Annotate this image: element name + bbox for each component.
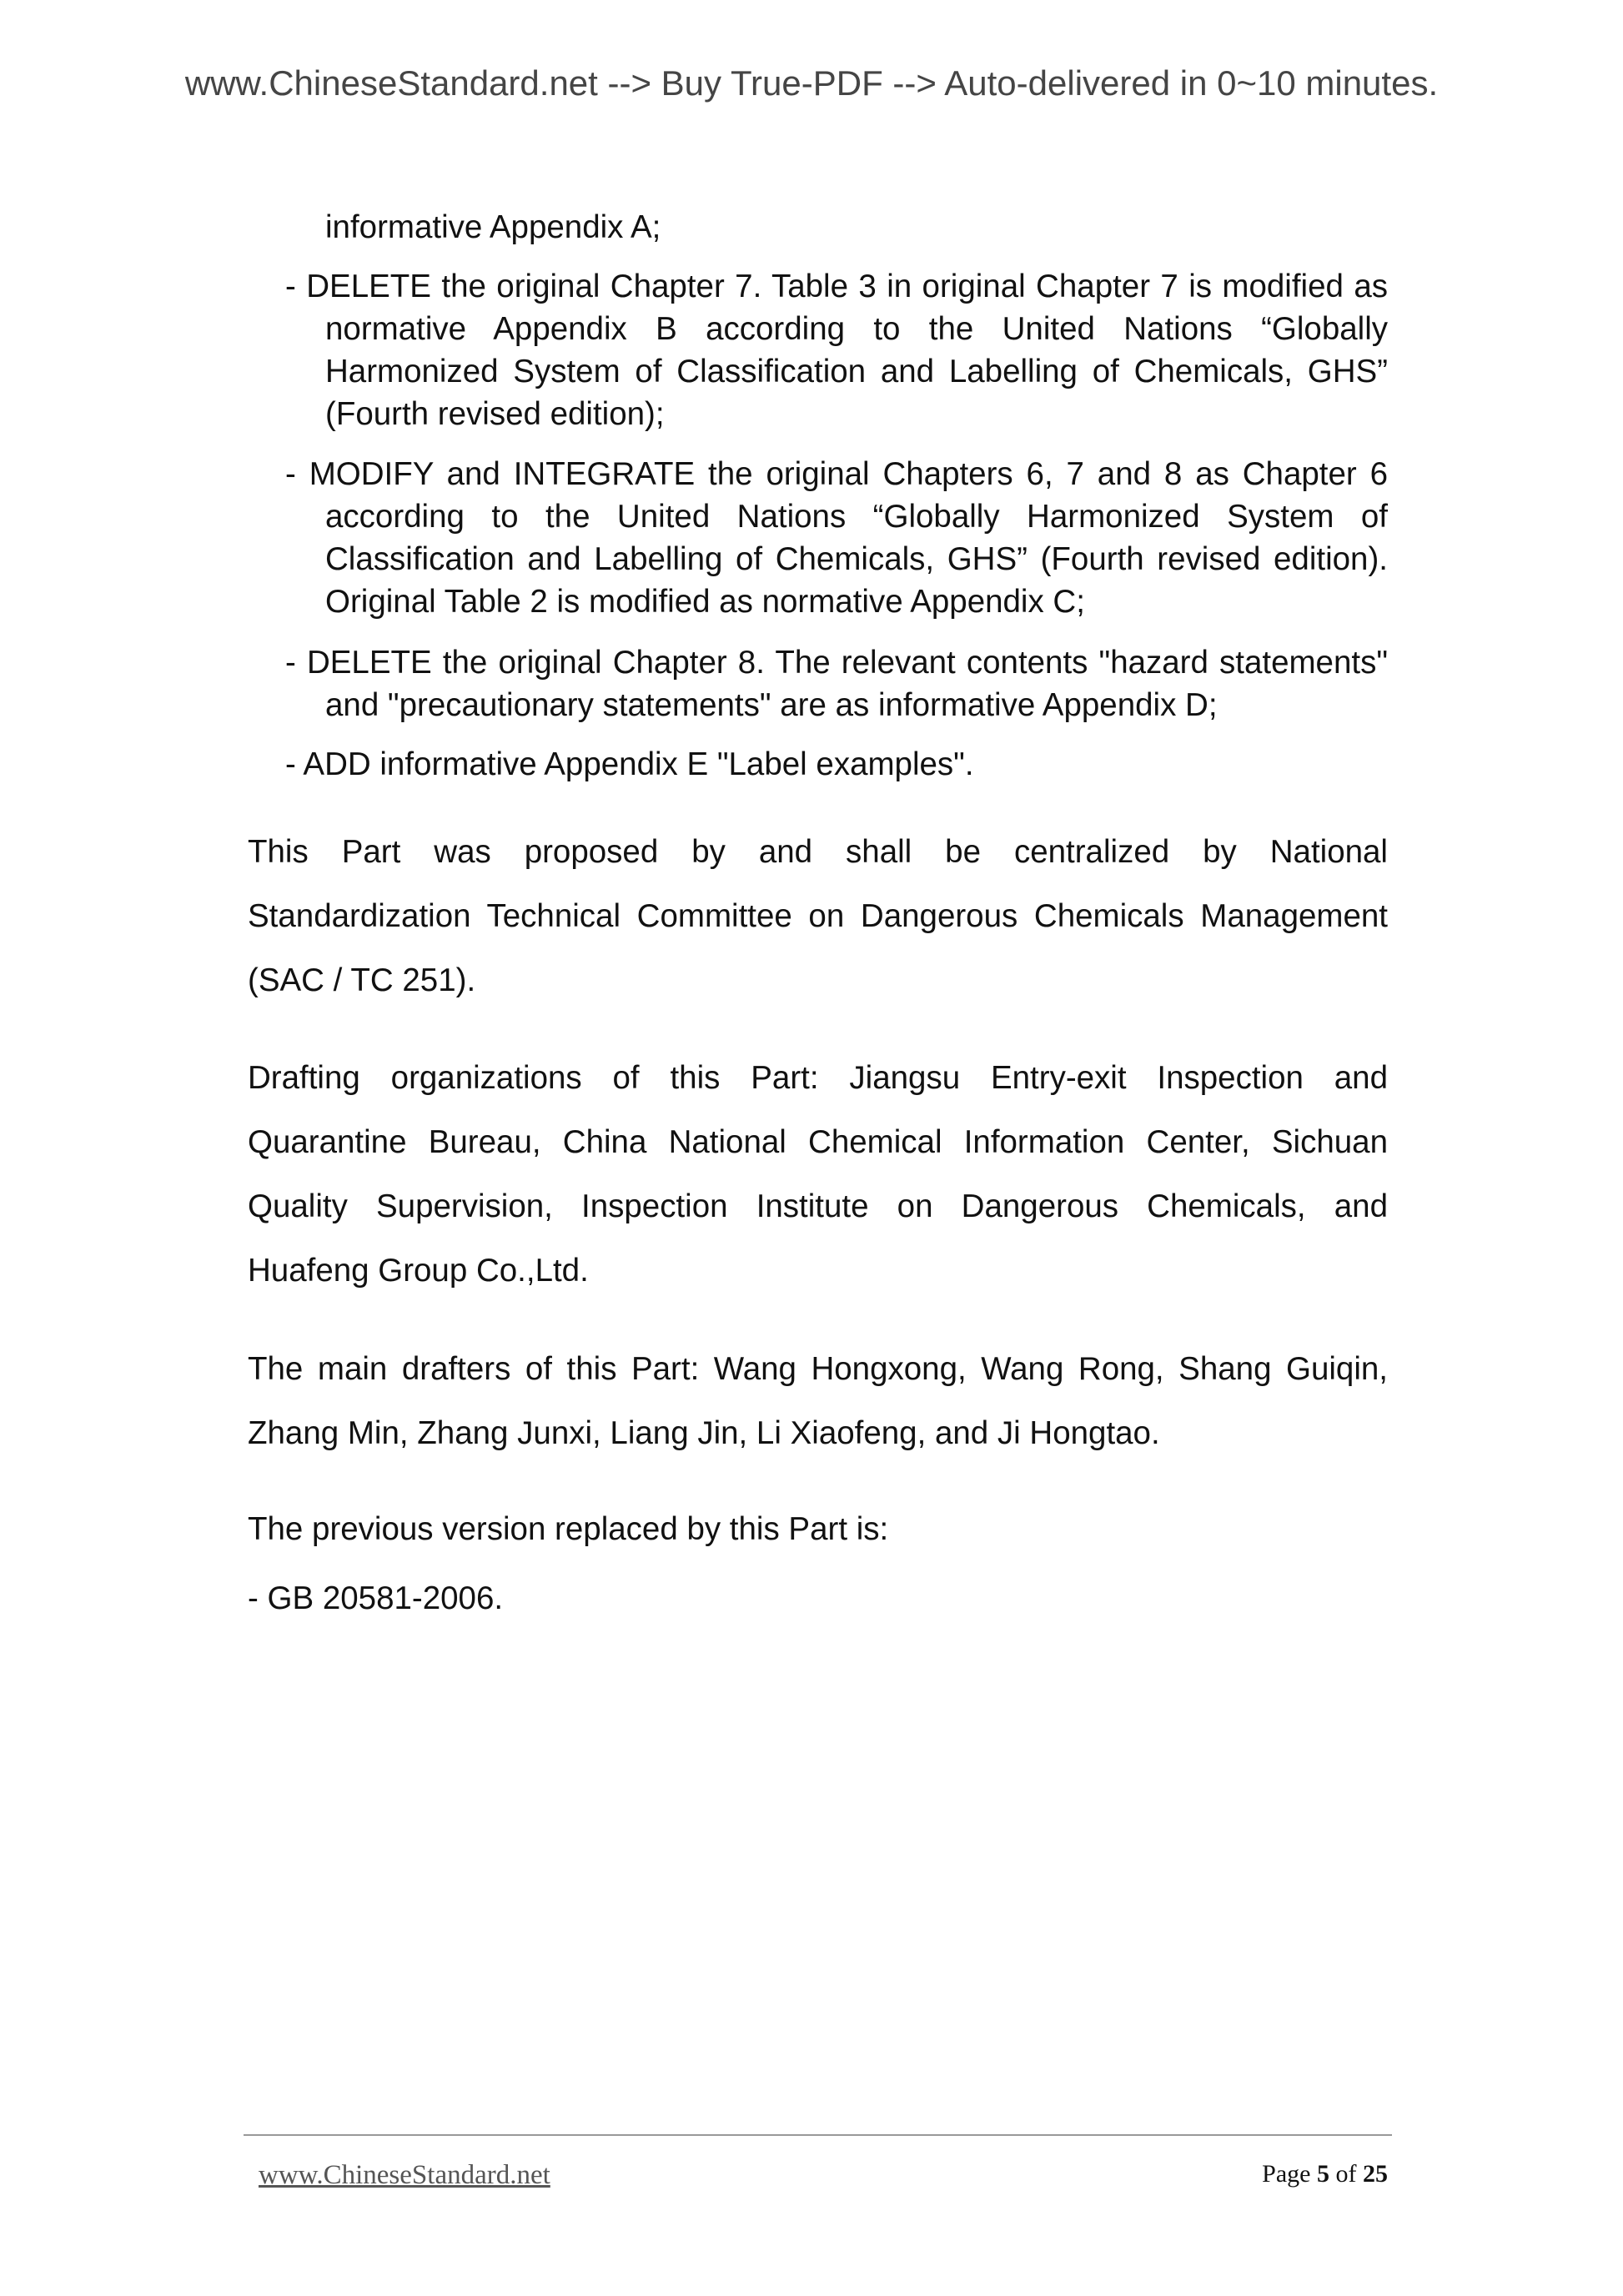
bullet-item <box>248 265 1388 435</box>
text-line: Harmonized System of Classification and Labelling of Chemicals, GHS” <box>325 354 1388 389</box>
text-line: (Fourth revised edition); <box>325 396 665 432</box>
bullet-item <box>248 743 1388 786</box>
footer-divider <box>244 2134 1392 2136</box>
paragraph-drafters <box>248 1337 1388 1465</box>
text-line: - DELETE the original Chapter 7. Table 3 in original Chapter 7 is modified as <box>285 269 1388 304</box>
bullet-item <box>248 641 1388 726</box>
paragraph-drafting-organizations <box>248 1046 1388 1303</box>
text-line: and "precautionary statements" are as informative Appendix D; <box>325 687 1218 723</box>
text-line: The main drafters of this Part: Wang Hongxong, Wang Rong, Shang Guiqin, <box>248 1351 1388 1387</box>
total-pages: 25 <box>1363 2160 1388 2188</box>
text-line: - GB 20581-2006. <box>248 1580 504 1616</box>
paragraph-proposed <box>248 820 1388 1012</box>
text-line: - MODIFY and INTEGRATE the original Chapters 6, 7 and 8 as Chapter 6 <box>285 456 1388 492</box>
of-label: of <box>1335 2160 1357 2188</box>
text-line: Zhang Min, Zhang Junxi, Liang Jin, Li Xiaofeng, and Ji Hongtao. <box>248 1415 1160 1451</box>
text-line: Quarantine Bureau, China National Chemical Information Center, Sichuan <box>248 1124 1388 1160</box>
text-line: - DELETE the original Chapter 8. The relevant contents "hazard statements" <box>285 645 1388 681</box>
current-page: 5 <box>1317 2160 1329 2188</box>
text-line: Classification and Labelling of Chemicals, GHS” (Fourth revised edition). <box>325 541 1388 577</box>
bullet-item <box>248 453 1388 623</box>
text-line: Original Table 2 is modified as normative Appendix C; <box>325 584 1085 620</box>
text-line: The previous version replaced by this Part is: <box>248 1511 889 1547</box>
text-line: - ADD informative Appendix E "Label examples". <box>285 746 974 782</box>
header-banner[interactable]: www.ChineseStandard.net --> Buy True-PDF --> Auto-delivered in 0~10 minutes. <box>184 63 1439 103</box>
text-line: normative Appendix B according to the United Nations “Globally <box>325 311 1388 347</box>
page-label: Page <box>1262 2160 1311 2188</box>
text-line: according to the United Nations “Globally Harmonized System of <box>325 499 1388 535</box>
text-line: Standardization Technical Committee on Dangerous Chemicals Management <box>248 898 1388 934</box>
text-line: Huafeng Group Co.,Ltd. <box>248 1253 589 1289</box>
text-line: informative Appendix A; <box>325 209 661 245</box>
paragraph-previous-version <box>248 1497 1388 1561</box>
replaced-standard <box>248 1577 1388 1620</box>
text-line: Quality Supervision, Inspection Institute on Dangerous Chemicals, and <box>248 1188 1388 1224</box>
text-line: (SAC / TC 251). <box>248 962 476 998</box>
text-line: This Part was proposed by and shall be centralized by National <box>248 834 1388 870</box>
continuation-line <box>248 206 1388 249</box>
text-line: Drafting organizations of this Part: Jiangsu Entry-exit Inspection and <box>248 1060 1388 1096</box>
footer-link[interactable]: www.ChineseStandard.net <box>259 2160 550 2190</box>
page-number <box>1262 2160 1388 2188</box>
